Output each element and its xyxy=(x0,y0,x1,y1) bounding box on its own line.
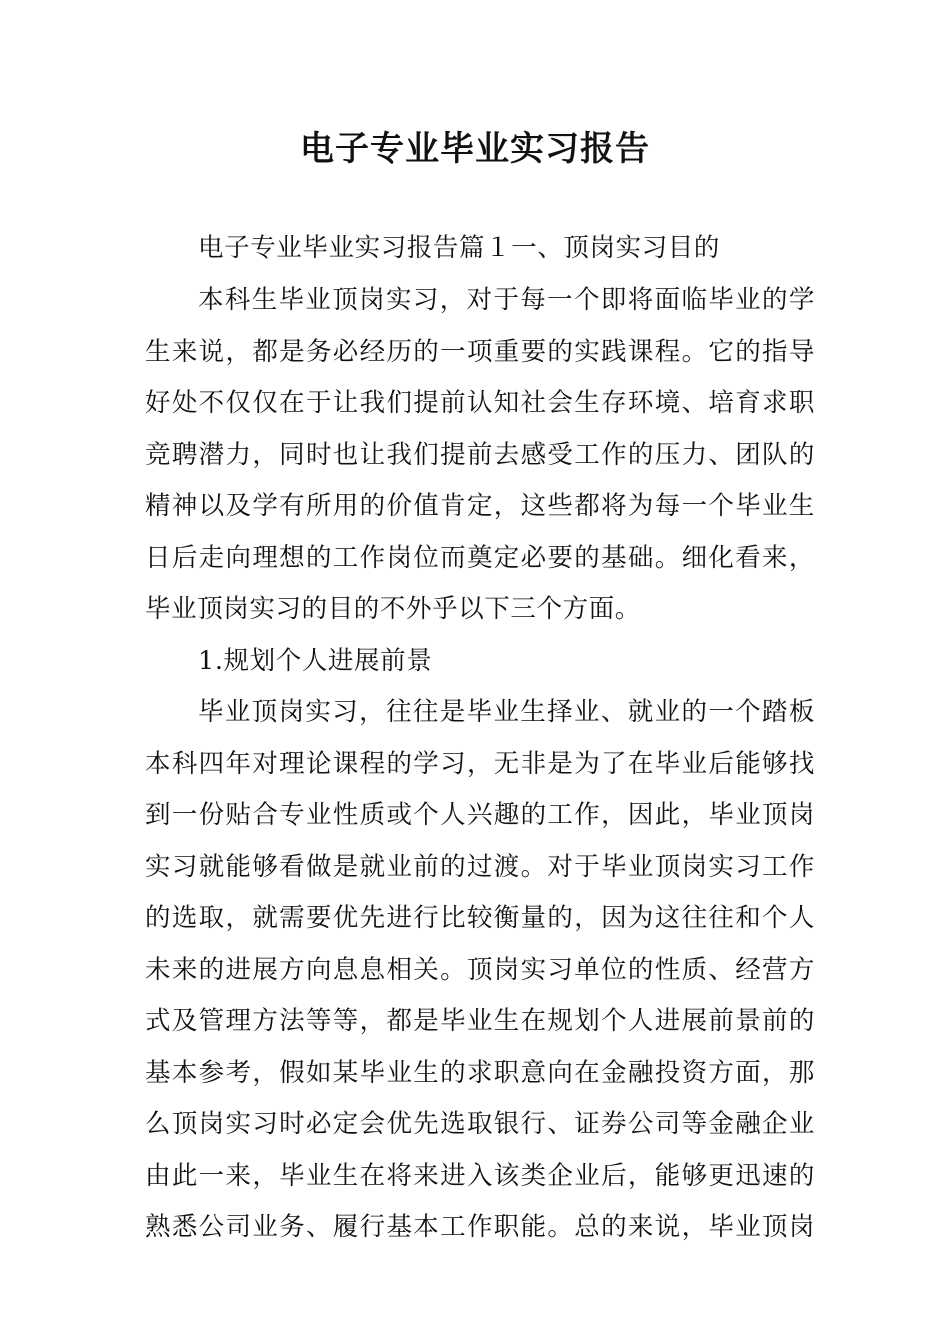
paragraph-line: 生来说，都是务必经历的一项重要的实践课程。它的指导 xyxy=(145,337,815,367)
paragraph-line: 实习就能够看做是就业前的过渡。对于毕业顶岗实习工作 xyxy=(145,852,815,882)
paragraph-line: 由此一来，毕业生在将来进入该类企业后，能够更迅速的 xyxy=(145,1161,815,1191)
page-title: 电子专业毕业实习报告 xyxy=(300,129,650,169)
section-heading: 电子专业毕业实习报告篇１一、顶岗实习目的 xyxy=(198,233,721,263)
paragraph-line: 未来的进展方向息息相关。顶岗实习单位的性质、经营方 xyxy=(145,955,815,985)
paragraph-line: 竞聘潜力，同时也让我们提前去感受工作的压力、团队的 xyxy=(145,440,815,470)
paragraph-line: 毕业顶岗实习，往往是毕业生择业、就业的一个踏板 xyxy=(198,697,815,727)
paragraph-line: 精神以及学有所用的价值肯定，这些都将为每一个毕业生 xyxy=(145,491,815,521)
paragraph-line: 么顶岗实习时必定会优先选取银行、证券公司等金融企业 xyxy=(145,1109,815,1139)
paragraph-line: 熟悉公司业务、履行基本工作职能。总的来说，毕业顶岗 xyxy=(145,1212,815,1242)
paragraph-line: 基本参考，假如某毕业生的求职意向在金融投资方面，那 xyxy=(145,1058,815,1088)
paragraph-line: 式及管理方法等等，都是毕业生在规划个人进展前景前的 xyxy=(145,1006,815,1036)
paragraph-line: 的选取，就需要优先进行比较衡量的，因为这往往和个人 xyxy=(145,903,815,933)
paragraph-line: 日后走向理想的工作岗位而奠定必要的基础。细化看来， xyxy=(145,543,815,573)
paragraph-line: 本科四年对理论课程的学习，无非是为了在毕业后能够找 xyxy=(145,749,815,779)
paragraph-line: 毕业顶岗实习的目的不外乎以下三个方面。 xyxy=(145,594,641,624)
paragraph-line: 本科生毕业顶岗实习，对于每一个即将面临毕业的学 xyxy=(198,285,815,315)
subsection-heading: 1.规划个人进展前景 xyxy=(198,646,433,676)
paragraph-line: 到一份贴合专业性质或个人兴趣的工作，因此，毕业顶岗 xyxy=(145,800,815,830)
paragraph-line: 好处不仅仅在于让我们提前认知社会生存环境、培育求职 xyxy=(145,388,815,418)
